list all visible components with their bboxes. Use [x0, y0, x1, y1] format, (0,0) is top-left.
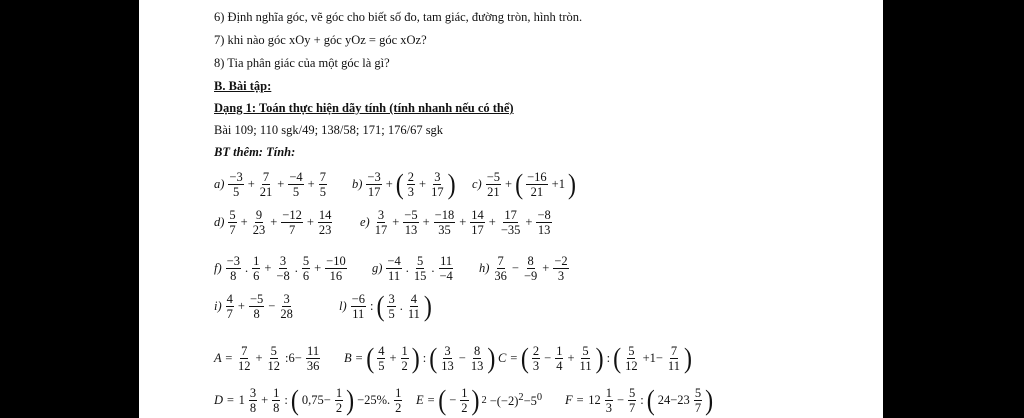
- expr-i: i) $\frac{4}{7}$ + $\frac{-5}{8}$ − $\frac{3}{28}$: [214, 292, 293, 321]
- section-b-heading: B. Bài tập:: [214, 79, 272, 93]
- question-6: 6) Định nghĩa góc, vẽ góc cho biết số đo, tam giác, đường tròn, hình tròn.: [214, 10, 583, 24]
- dang-1-heading: Dạng 1: Toán thực hiện dãy tính (tính nhanh nếu có thể): [214, 101, 514, 115]
- label-B: B =: [344, 351, 364, 365]
- expr-a: a) $\frac{-3}{5}$ + $\frac{7}{21}$ + $\frac{-4}{5}$ + $\frac{7}{5}$: [214, 170, 326, 199]
- document-page: [139, 0, 883, 418]
- bai-list: Bài 109; 110 sgk/49; 138/58; 171; 176/67 sgk: [214, 123, 444, 137]
- expr-c: c) $\frac{-5}{21}$ + ( $\frac{-16}{21}$ +1 ): [472, 168, 576, 201]
- expr-g: g) $\frac{-4}{11}$ . $\frac{5}{15}$ . $\frac{11}{-4}$: [372, 254, 453, 283]
- label-C: C =: [498, 351, 518, 365]
- label-g: g): [372, 261, 383, 275]
- expr-D: D = 1 $\frac{3}{8}$ + $\frac{1}{8}$ : ( 0,75− $\frac{1}{2}$ ) −25%. $\frac{1}{2}$: [214, 384, 402, 417]
- expr-h: h) $\frac{7}{36}$ − $\frac{8}{-9}$ + $\frac{-2}{3}$: [479, 254, 568, 283]
- question-7: 7) khi nào góc xOy + góc yOz = góc xOz?: [214, 33, 427, 47]
- label-e: e): [360, 215, 370, 229]
- label-i: i): [214, 299, 222, 313]
- expr-e: e) $\frac{3}{17}$ + $\frac{-5}{13}$ + $\frac{-18}{35}$ + $\frac{14}{17}$ + $\frac{17}{-35}$ + $\frac{-8}{13}$: [360, 208, 551, 237]
- label-c: c): [472, 177, 482, 191]
- label-F: F =: [565, 393, 585, 407]
- question-8: 8) Tia phân giác của một góc là gì?: [214, 56, 390, 70]
- bt-them-heading: BT thêm: Tính:: [214, 145, 296, 159]
- expr-C: C = ( $\frac{2}{3}$ − $\frac{1}{4}$ + $\frac{5}{11}$ ) : ( $\frac{5}{12}$ +1− $\frac{7}{11}$ ): [498, 342, 692, 375]
- expr-A: A = $\frac{7}{12}$ + $\frac{5}{12}$ :6− $\frac{11}{36}$: [214, 344, 320, 373]
- expr-B: B = ( $\frac{4}{5}$ + $\frac{1}{2}$ ) : ( $\frac{3}{13}$ − $\frac{8}{13}$ ): [344, 342, 496, 375]
- expr-d: d) $\frac{5}{7}$ + $\frac{9}{23}$ + $\frac{-12}{7}$ + $\frac{14}{23}$: [214, 208, 332, 237]
- label-A: A =: [214, 351, 233, 365]
- label-l: l): [339, 299, 347, 313]
- expr-b: b) $\frac{-3}{17}$ + ( $\frac{2}{3}$ + $\frac{3}{17}$ ): [352, 168, 456, 201]
- label-h: h): [479, 261, 490, 275]
- expr-E: E = ( − $\frac{1}{2}$ ) 2 $-(-2)^2-5^0$: [416, 384, 543, 417]
- label-D: D =: [214, 393, 235, 407]
- label-d: d): [214, 215, 225, 229]
- expr-f: f) $\frac{-3}{8}$ . $\frac{1}{6}$ + $\frac{3}{-8}$ . $\frac{5}{6}$ + $\frac{-10}{16}$: [214, 254, 346, 283]
- label-a: a): [214, 177, 225, 191]
- label-f: f): [214, 261, 222, 275]
- label-E: E =: [416, 393, 436, 407]
- expr-F: F = 12 $\frac{1}{3}$ − $\frac{5}{7}$ : ( 24−23 $\frac{5}{7}$ ): [565, 384, 714, 417]
- expr-l: l) $\frac{-6}{11}$ : ( $\frac{3}{5}$ . $\frac{4}{11}$ ): [339, 290, 432, 323]
- label-b: b): [352, 177, 363, 191]
